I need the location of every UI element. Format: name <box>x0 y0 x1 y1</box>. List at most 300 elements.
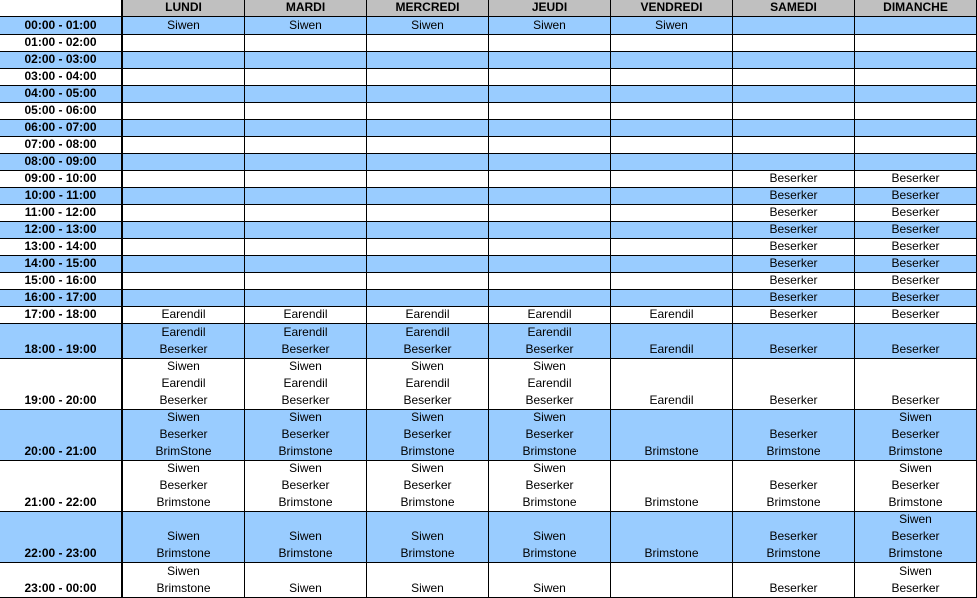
schedule-cell[interactable] <box>245 52 367 69</box>
player-name: Beserker <box>159 427 208 441</box>
schedule-cell[interactable] <box>367 273 489 290</box>
schedule-cell[interactable] <box>611 35 733 52</box>
player-name: Beserker <box>281 478 330 492</box>
schedule-cell[interactable] <box>245 137 367 154</box>
schedule-cell[interactable] <box>855 512 977 563</box>
schedule-cell[interactable] <box>367 290 489 307</box>
player-name: Earendil <box>161 307 206 321</box>
player-name: Beserker <box>769 273 818 287</box>
schedule-cell[interactable] <box>733 171 855 188</box>
player-name: Beserker <box>403 393 452 407</box>
schedule-cell[interactable] <box>611 290 733 307</box>
schedule-cell[interactable] <box>611 512 733 563</box>
time-slot-label <box>0 35 123 52</box>
player-name: Siwen <box>533 461 566 475</box>
player-name: Beserker <box>891 205 940 219</box>
schedule-cell[interactable] <box>489 137 611 154</box>
schedule-cell[interactable] <box>245 171 367 188</box>
time-slot-label <box>0 17 123 35</box>
player-name: Brimstone <box>400 495 455 509</box>
player-name: Beserker <box>769 205 818 219</box>
player-name: Beserker <box>769 222 818 236</box>
time-range: 17:00 - 18:00 <box>24 307 97 321</box>
schedule-cell[interactable] <box>733 154 855 171</box>
day-header-0: LUNDI <box>123 0 245 17</box>
player-name: Beserker <box>769 256 818 270</box>
player-name: Siwen <box>533 410 566 424</box>
schedule-cell[interactable] <box>367 256 489 273</box>
schedule-cell[interactable] <box>733 563 855 598</box>
schedule-cell[interactable] <box>733 17 855 35</box>
schedule-cell[interactable] <box>611 256 733 273</box>
time-slot-label <box>0 290 123 307</box>
schedule-cell[interactable] <box>733 86 855 103</box>
schedule-cell[interactable] <box>855 256 977 273</box>
player-name: Brimstone <box>156 581 211 595</box>
schedule-cell[interactable] <box>489 120 611 137</box>
schedule-cell[interactable] <box>855 52 977 69</box>
day-header-5: SAMEDI <box>733 0 855 17</box>
player-name: Beserker <box>891 188 940 202</box>
player-name: Siwen <box>533 18 566 32</box>
schedule-cell[interactable] <box>123 205 245 222</box>
schedule-cell[interactable] <box>855 17 977 35</box>
schedule-cell[interactable] <box>855 410 977 461</box>
schedule-cell[interactable] <box>489 273 611 290</box>
schedule-cell[interactable] <box>489 307 611 324</box>
schedule-cell[interactable] <box>733 307 855 324</box>
schedule-cell[interactable] <box>123 410 245 461</box>
schedule-cell[interactable] <box>123 563 245 598</box>
schedule-cell[interactable] <box>611 171 733 188</box>
player-name: Beserker <box>281 427 330 441</box>
schedule-cell[interactable] <box>855 35 977 52</box>
player-name: Siwen <box>411 359 444 373</box>
schedule-cell[interactable] <box>611 69 733 86</box>
schedule-cell[interactable] <box>367 307 489 324</box>
player-name: Siwen <box>411 461 444 475</box>
player-name: Beserker <box>891 427 940 441</box>
schedule-cell[interactable] <box>367 359 489 410</box>
player-name: Beserker <box>891 342 940 356</box>
schedule-cell[interactable] <box>489 461 611 512</box>
day-header-4: VENDREDI <box>611 0 733 17</box>
schedule-cell[interactable] <box>245 239 367 256</box>
player-name: Brimstone <box>766 495 821 509</box>
player-name: Beserker <box>769 342 818 356</box>
schedule-cell[interactable] <box>245 563 367 598</box>
schedule-cell[interactable] <box>611 103 733 120</box>
player-name: Beserker <box>525 427 574 441</box>
player-name: Siwen <box>411 581 444 595</box>
player-name: Earendil <box>283 325 328 339</box>
time-range: 05:00 - 06:00 <box>24 103 97 117</box>
time-slot-label <box>0 239 123 256</box>
schedule-cell[interactable] <box>855 154 977 171</box>
time-slot-label <box>0 256 123 273</box>
player-name: Earendil <box>161 376 206 390</box>
schedule-cell[interactable] <box>367 52 489 69</box>
time-range: 00:00 - 01:00 <box>24 18 97 32</box>
schedule-cell[interactable] <box>367 563 489 598</box>
schedule-cell[interactable] <box>245 69 367 86</box>
schedule-cell[interactable] <box>733 461 855 512</box>
schedule-cell[interactable] <box>367 69 489 86</box>
schedule-cell[interactable] <box>245 103 367 120</box>
schedule-cell[interactable] <box>733 35 855 52</box>
schedule-cell[interactable] <box>855 307 977 324</box>
time-range: 14:00 - 15:00 <box>24 256 97 270</box>
schedule-cell[interactable] <box>245 324 367 359</box>
player-name: Brimstone <box>522 444 577 458</box>
time-range: 21:00 - 22:00 <box>24 495 97 509</box>
schedule-cell[interactable] <box>489 17 611 35</box>
schedule-cell[interactable] <box>489 512 611 563</box>
player-name: Beserker <box>769 188 818 202</box>
time-slot-label <box>0 171 123 188</box>
player-name: Brimstone <box>888 546 943 560</box>
schedule-cell[interactable] <box>367 461 489 512</box>
schedule-cell[interactable] <box>855 359 977 410</box>
player-name: Brimstone <box>888 495 943 509</box>
schedule-cell[interactable] <box>367 188 489 205</box>
schedule-cell[interactable] <box>733 359 855 410</box>
player-name: Beserker <box>159 478 208 492</box>
schedule-cell[interactable] <box>367 205 489 222</box>
schedule-cell[interactable] <box>855 324 977 359</box>
schedule-cell[interactable] <box>733 137 855 154</box>
schedule-cell[interactable] <box>733 205 855 222</box>
player-name: Beserker <box>403 478 452 492</box>
schedule-cell[interactable] <box>367 324 489 359</box>
schedule-cell[interactable] <box>489 69 611 86</box>
time-range: 16:00 - 17:00 <box>24 290 97 304</box>
time-range: 19:00 - 20:00 <box>24 393 97 407</box>
player-name: Earendil <box>649 307 694 321</box>
schedule-cell[interactable] <box>245 222 367 239</box>
player-name: Siwen <box>533 581 566 595</box>
schedule-cell[interactable] <box>367 410 489 461</box>
schedule-cell[interactable] <box>245 120 367 137</box>
schedule-cell[interactable] <box>733 120 855 137</box>
player-name: Siwen <box>167 461 200 475</box>
player-name: Earendil <box>527 325 572 339</box>
time-slot-label <box>0 52 123 69</box>
schedule-cell[interactable] <box>123 17 245 35</box>
time-slot-label <box>0 512 123 563</box>
time-range: 10:00 - 11:00 <box>24 188 97 202</box>
time-range: 12:00 - 13:00 <box>24 222 97 236</box>
time-slot-label <box>0 222 123 239</box>
schedule-cell[interactable] <box>367 171 489 188</box>
player-name: Brimstone <box>278 444 333 458</box>
schedule-cell[interactable] <box>611 563 733 598</box>
schedule-cell[interactable] <box>489 86 611 103</box>
player-name: Earendil <box>649 393 694 407</box>
schedule-cell[interactable] <box>733 410 855 461</box>
player-name: Siwen <box>167 529 200 543</box>
time-range: 23:00 - 00:00 <box>24 581 97 595</box>
schedule-cell[interactable] <box>367 120 489 137</box>
time-range: 01:00 - 02:00 <box>24 35 97 49</box>
schedule-cell[interactable] <box>855 273 977 290</box>
schedule-cell[interactable] <box>123 256 245 273</box>
player-name: Beserker <box>281 342 330 356</box>
player-name: Earendil <box>527 376 572 390</box>
player-name: Beserker <box>403 427 452 441</box>
schedule-cell[interactable] <box>489 205 611 222</box>
schedule-cell[interactable] <box>611 205 733 222</box>
schedule-cell[interactable] <box>123 86 245 103</box>
schedule-cell[interactable] <box>367 154 489 171</box>
time-range: 03:00 - 04:00 <box>24 69 97 83</box>
schedule-cell[interactable] <box>733 273 855 290</box>
schedule-cell[interactable] <box>611 324 733 359</box>
schedule-cell[interactable] <box>611 239 733 256</box>
schedule-cell[interactable] <box>611 120 733 137</box>
schedule-cell[interactable] <box>611 154 733 171</box>
schedule-cell[interactable] <box>733 69 855 86</box>
schedule-cell[interactable] <box>367 17 489 35</box>
schedule-cell[interactable] <box>855 69 977 86</box>
schedule-cell[interactable] <box>367 512 489 563</box>
player-name: Beserker <box>891 239 940 253</box>
player-name: Beserker <box>891 222 940 236</box>
time-slot-label <box>0 563 123 598</box>
player-name: Brimstone <box>644 444 699 458</box>
schedule-cell[interactable] <box>855 86 977 103</box>
schedule-cell[interactable] <box>489 222 611 239</box>
schedule-cell[interactable] <box>245 188 367 205</box>
schedule-cell[interactable] <box>855 120 977 137</box>
schedule-cell[interactable] <box>733 512 855 563</box>
schedule-cell[interactable] <box>245 154 367 171</box>
player-name: Beserker <box>891 290 940 304</box>
player-name: Siwen <box>167 410 200 424</box>
player-name: Beserker <box>525 393 574 407</box>
schedule-cell[interactable] <box>611 17 733 35</box>
schedule-cell[interactable] <box>733 222 855 239</box>
schedule-cell[interactable] <box>123 290 245 307</box>
player-name: Brimstone <box>766 444 821 458</box>
schedule-cell[interactable] <box>123 512 245 563</box>
schedule-cell[interactable] <box>123 273 245 290</box>
schedule-cell[interactable] <box>489 290 611 307</box>
schedule-cell[interactable] <box>367 86 489 103</box>
schedule-cell[interactable] <box>733 256 855 273</box>
player-name: Beserker <box>769 581 818 595</box>
time-range: 04:00 - 05:00 <box>24 86 97 100</box>
schedule-cell[interactable] <box>123 35 245 52</box>
schedule-cell[interactable] <box>855 188 977 205</box>
schedule-cell[interactable] <box>489 154 611 171</box>
schedule-cell[interactable] <box>733 188 855 205</box>
player-name: Beserker <box>891 171 940 185</box>
player-name: Earendil <box>527 307 572 321</box>
player-name: Siwen <box>289 410 322 424</box>
schedule-cell[interactable] <box>245 273 367 290</box>
schedule-cell[interactable] <box>367 137 489 154</box>
player-name: Beserker <box>769 478 818 492</box>
player-name: Brimstone <box>278 495 333 509</box>
schedule-cell[interactable] <box>123 154 245 171</box>
schedule-cell[interactable] <box>245 359 367 410</box>
player-name: Beserker <box>159 393 208 407</box>
time-slot-label <box>0 205 123 222</box>
schedule-cell[interactable] <box>855 171 977 188</box>
schedule-cell[interactable] <box>855 103 977 120</box>
time-range: 18:00 - 19:00 <box>24 342 97 356</box>
schedule-cell[interactable] <box>733 52 855 69</box>
player-name: Beserker <box>769 307 818 321</box>
schedule-cell[interactable] <box>855 461 977 512</box>
player-name: Beserker <box>769 290 818 304</box>
time-slot-label <box>0 273 123 290</box>
day-header-6: DIMANCHE <box>855 0 977 17</box>
schedule-cell[interactable] <box>611 52 733 69</box>
player-name: Beserker <box>891 529 940 543</box>
player-name: Siwen <box>167 18 200 32</box>
schedule-cell[interactable] <box>123 103 245 120</box>
time-range: 20:00 - 21:00 <box>24 444 97 458</box>
schedule-cell[interactable] <box>367 222 489 239</box>
player-name: Brimstone <box>278 546 333 560</box>
schedule-cell[interactable] <box>489 52 611 69</box>
player-name: Brimstone <box>522 546 577 560</box>
day-header-3: JEUDI <box>489 0 611 17</box>
player-name: Beserker <box>403 342 452 356</box>
schedule-cell[interactable] <box>245 290 367 307</box>
schedule-cell[interactable] <box>123 222 245 239</box>
time-slot-label <box>0 86 123 103</box>
schedule-cell[interactable] <box>611 137 733 154</box>
schedule-cell[interactable] <box>489 239 611 256</box>
schedule-cell[interactable] <box>245 512 367 563</box>
schedule-cell[interactable] <box>489 35 611 52</box>
schedule-cell[interactable] <box>611 359 733 410</box>
schedule-cell[interactable] <box>245 205 367 222</box>
schedule-cell[interactable] <box>855 563 977 598</box>
player-name: Siwen <box>167 564 200 578</box>
player-name: Siwen <box>289 581 322 595</box>
schedule-cell[interactable] <box>489 171 611 188</box>
time-slot-label <box>0 154 123 171</box>
schedule-cell[interactable] <box>733 239 855 256</box>
player-name: Siwen <box>289 529 322 543</box>
player-name: Earendil <box>405 325 450 339</box>
schedule-cell[interactable] <box>123 171 245 188</box>
time-range: 11:00 - 12:00 <box>24 205 97 219</box>
schedule-cell[interactable] <box>611 188 733 205</box>
schedule-cell[interactable] <box>123 137 245 154</box>
day-header-2: MERCREDI <box>367 0 489 17</box>
player-name: Brimstone <box>156 546 211 560</box>
schedule-cell[interactable] <box>489 359 611 410</box>
schedule-cell[interactable] <box>489 410 611 461</box>
schedule-cell[interactable] <box>367 35 489 52</box>
time-slot-label <box>0 188 123 205</box>
time-slot-label <box>0 307 123 324</box>
schedule-cell[interactable] <box>611 307 733 324</box>
schedule-cell[interactable] <box>611 461 733 512</box>
schedule-cell[interactable] <box>123 307 245 324</box>
schedule-cell[interactable] <box>245 256 367 273</box>
schedule-cell[interactable] <box>611 86 733 103</box>
schedule-cell[interactable] <box>489 103 611 120</box>
player-name: Siwen <box>289 18 322 32</box>
schedule-cell[interactable] <box>855 290 977 307</box>
schedule-cell[interactable] <box>367 103 489 120</box>
player-name: Brimstone <box>766 546 821 560</box>
player-name: Siwen <box>655 18 688 32</box>
schedule-cell[interactable] <box>245 461 367 512</box>
schedule-cell[interactable] <box>611 410 733 461</box>
player-name: Beserker <box>769 239 818 253</box>
schedule-cell[interactable] <box>489 563 611 598</box>
schedule-cell[interactable] <box>489 256 611 273</box>
schedule-cell[interactable] <box>123 359 245 410</box>
player-name: Siwen <box>899 410 932 424</box>
schedule-cell[interactable] <box>245 17 367 35</box>
player-name: Brimstone <box>400 444 455 458</box>
time-slot-label <box>0 120 123 137</box>
schedule-cell[interactable] <box>123 239 245 256</box>
schedule-cell[interactable] <box>123 52 245 69</box>
time-range: 02:00 - 03:00 <box>24 52 97 66</box>
schedule-cell[interactable] <box>855 205 977 222</box>
schedule-cell[interactable] <box>489 324 611 359</box>
schedule-cell[interactable] <box>855 239 977 256</box>
player-name: Beserker <box>891 307 940 321</box>
schedule-cell[interactable] <box>123 69 245 86</box>
player-name: Brimstone <box>522 495 577 509</box>
player-name: Beserker <box>525 478 574 492</box>
player-name: Siwen <box>899 564 932 578</box>
player-name: Beserker <box>769 427 818 441</box>
time-slot-label <box>0 359 123 410</box>
player-name: Beserker <box>769 171 818 185</box>
time-slot-label <box>0 137 123 154</box>
schedule-cell[interactable] <box>123 461 245 512</box>
schedule-cell[interactable] <box>855 137 977 154</box>
player-name: Brimstone <box>644 546 699 560</box>
schedule-cell[interactable] <box>733 324 855 359</box>
player-name: Beserker <box>525 342 574 356</box>
schedule-cell[interactable] <box>855 222 977 239</box>
schedule-cell[interactable] <box>245 86 367 103</box>
schedule-cell[interactable] <box>245 307 367 324</box>
schedule-cell[interactable] <box>733 103 855 120</box>
schedule-cell[interactable] <box>123 324 245 359</box>
schedule-cell[interactable] <box>733 290 855 307</box>
player-name: Beserker <box>891 256 940 270</box>
player-name: Beserker <box>769 529 818 543</box>
schedule-cell[interactable] <box>123 188 245 205</box>
schedule-cell[interactable] <box>245 35 367 52</box>
player-name: Beserker <box>891 478 940 492</box>
player-name: Earendil <box>283 376 328 390</box>
schedule-cell[interactable] <box>245 410 367 461</box>
schedule-cell[interactable] <box>367 239 489 256</box>
player-name: Earendil <box>405 376 450 390</box>
schedule-cell[interactable] <box>123 120 245 137</box>
schedule-cell[interactable] <box>611 222 733 239</box>
player-name: BrimStone <box>155 444 212 458</box>
header-corner <box>0 0 123 17</box>
schedule-cell[interactable] <box>611 273 733 290</box>
player-name: Brimstone <box>400 546 455 560</box>
schedule-cell[interactable] <box>489 188 611 205</box>
